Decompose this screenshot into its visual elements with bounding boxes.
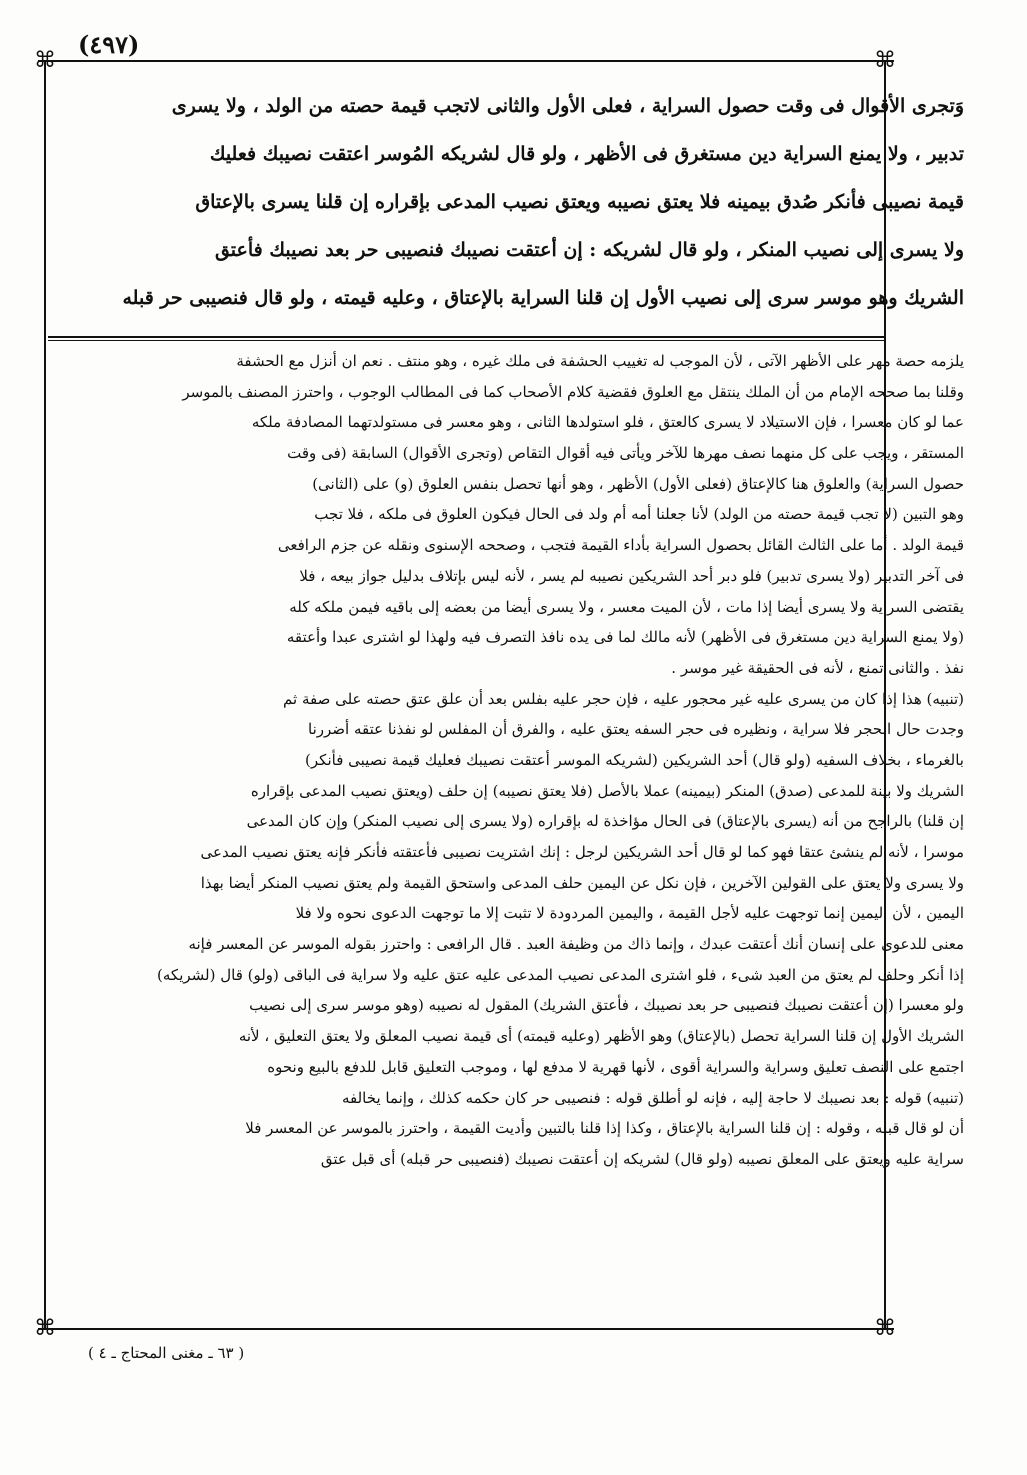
left-frame-rule bbox=[44, 62, 46, 1328]
matn-separator-rule-inner bbox=[48, 340, 884, 341]
sharh-line: يقتضى السراية ولا يسرى أيضا إذا مات ، لأن الميت معسر ، ولا يسرى أيضا من بعضه إلى باقيه فيمن ملكه كله bbox=[289, 597, 964, 616]
sharh-line: فى آخر التدبير (ولا يسرى تدبير) فلو دبر أحد الشريكين نصيبه لم يسر ، لأنه ليس بإتلاف بدليل جواز بيعه ، فلا bbox=[299, 566, 964, 585]
sharh-line: ولو معسرا (إن أعتقت نصيبك فنصيبى حر بعد نصيبك ، فأعتق الشريك) المقول له نصيبه (وهو موسر سرى إلى نصيب bbox=[249, 996, 964, 1015]
sharh-line: سراية عليه ويعتق على المعلق نصيبه (ولو قال) لشريكه إن أعتقت نصيبك (فنصيبى حر قبله) أى قبل عتق bbox=[320, 1149, 964, 1168]
top-right-ornament-icon: ⌘ bbox=[874, 48, 896, 73]
sharh-line: الشريك الأول إن قلنا السراية تحصل (بالإعتاق) وهو الأظهر (وعليه قيمته) أى قيمة نصيب المعلق ولا يعتق التعليق ، لأنه bbox=[238, 1027, 964, 1046]
sharh-line: (تنبيه) قوله : بعد نصيبك لا حاجة إليه ، فإنه لو أطلق قوله : فنصيبى حر كان حكمه كذلك ، وإنما يخالفه bbox=[341, 1088, 964, 1107]
matn-line: ولا يسرى إلى نصيب المنكر ، ولو قال لشريكه : إن أعتقت نصيبك فنصيبى حر بعد نصيبك فأعتق bbox=[214, 239, 964, 261]
sharh-line: موسرا ، لأنه لم ينشئ عتقا فهو كما لو قال أحد الشريكين لرجل : إنك اشتريت نصيبى فأعتقته فأنكر فإنه يعتق نصيب المدعى bbox=[200, 843, 964, 861]
sharh-line: عما لو كان معسرا ، فإن الاستيلاد لا يسرى كالعتق ، فلو استولدها الثانى ، وهو معسر فى مستولدتهما المصادفة ملكه bbox=[251, 413, 964, 432]
page-number: (٤٩٧) bbox=[78, 30, 140, 59]
sharh-line: نفذ . والثانى تمنع ، لأنه فى الحقيقة غير موسر . bbox=[671, 658, 964, 677]
sharh-line: إن قلنا) بالراجح من أنه (يسرى بالإعتاق) فى الحال مؤاخذة له بإقراره (ولا يسرى إلى نصيب المنكر) وإن كان المدعى bbox=[246, 812, 964, 831]
sharh-line: إذا أنكر وحلف لم يعتق من العبد شىء ، فلو اشترى المدعى نصيب المدعى عليه عتق عليه ولا سراية فى الباقى (ولو) قال (لشريكه) bbox=[157, 965, 964, 984]
matn-line: الشريك وهو موسر سرى إلى نصيب الأول إن قلنا السراية بالإعتاق ، وعليه قيمته ، ولو قال فنصيبى حر قبله bbox=[122, 287, 964, 309]
sharh-line: وقلنا بما صححه الإمام من أن الملك ينتقل مع العلوق فقضية كلام الأصحاب كما فى المطالب الوجوب ، واحترز المصنف بالموسر bbox=[182, 382, 964, 401]
matn-separator-rule bbox=[48, 336, 884, 338]
sharh-block bbox=[64, 346, 964, 1175]
sharh-line: (تنبيه) هذا إذا كان من يسرى عليه غير محجور عليه ، فإن حجر عليه بفلس بعد أن علق عتق حصته على صفة ثم bbox=[283, 689, 964, 708]
top-frame-rule bbox=[38, 60, 894, 62]
sharh-line: قيمة الولد . أما على الثالث القائل بحصول السراية بأداء القيمة فتجب ، وصححه الإسنوى ونقله عن جزم الرافعى bbox=[277, 536, 964, 555]
top-left-ornament-icon: ⌘ bbox=[34, 48, 56, 73]
sharh-line: وجدت حال الحجر فلا سراية ، ونظيره فى حجر السفه يعتق عليه ، والفرق أن المفلس لو نفذنا عتقه أضررنا bbox=[308, 720, 964, 739]
matn-line: تدبير ، ولا يمنع السراية دين مستغرق فى الأظهر ، ولو قال لشريكه المُوسر اعتقت نصيبك فعليك bbox=[209, 143, 964, 165]
sharh-line: يلزمه حصة مهر على الأظهر الآتى ، لأن الموجب له تغييب الحشفة فى ملك غيره ، وهو منتف . نعم ان أنزل مع الحشفة bbox=[236, 352, 964, 370]
matn-line: وَتجرى الأقوال فى وقت حصول السراية ، فعلى الأول والثانى لاتجب قيمة حصته من الولد ، ولا يسرى bbox=[171, 95, 964, 117]
sharh-line: أن لو قال قبله ، وقوله : إن قلنا السراية بالإعتاق ، وكذا إذا قلنا بالتبين وأديت القيمة ، واحترز بالموسر عن المعسر فلا bbox=[245, 1119, 964, 1138]
bottom-frame-rule bbox=[38, 1328, 894, 1330]
matn-line: قيمة نصيبى فأنكر صُدق بيمينه فلا يعتق نصيبه ويعتق نصيب المدعى بإقراره إن قلنا يسرى بالإعتاق bbox=[195, 191, 964, 213]
sharh-line: وهو التبين (لا تجب قيمة حصته من الولد) لأنا جعلنا أمه أم ولد فى الحال فيكون العلوق فى ملكه ، فلا تجب bbox=[314, 505, 964, 524]
sharh-line: اجتمع على النصف تعليق وسراية والسراية أقوى ، لأنها قهرية لا مدفع لها ، وموجب التعليق قابل للدفع بالبيع ونحوه bbox=[267, 1057, 964, 1076]
sharh-line: (ولا يمنع السراية دين مستغرق فى الأظهر) لأنه مالك لما فى يده نافذ التصرف فيه ولهذا لو اشترى عبدا وأعتقه bbox=[286, 628, 964, 647]
bottom-left-ornament-icon: ⌘ bbox=[34, 1316, 56, 1341]
sharh-line: المستقر ، ويجب على كل منهما نصف مهرها للآخر ويأتى فيه أقوال التقاص (وتجرى الأقوال) السابقة (فى وقت bbox=[287, 444, 964, 463]
sharh-line: اليمين ، لأن اليمين إنما توجهت عليه لأجل القيمة ، واليمين المردودة لا تثبت إلا ما توجهت الدعوى نحوه ولا فلا bbox=[295, 904, 964, 923]
matn-block bbox=[64, 82, 964, 322]
sharh-line: حصول السراية) والعلوق هنا كالإعتاق (فعلى الأول) الأظهر ، وهو أنها تحصل بنفس العلوق (و) على (الثانى) bbox=[312, 474, 964, 493]
sharh-line: ولا يسرى ولا يعتق على القولين الآخرين ، فإن نكل عن اليمين حلف المدعى واستحق القيمة ولم يعتق نصيب المنكر أيضا بهذا bbox=[200, 873, 964, 892]
sharh-line: معنى للدعوى على إنسان أنك أعتقت عبدك ، وإنما ذاك من وظيفة العبد . قال الرافعى : واحترز بقوله الموسر عن المعسر فإنه bbox=[188, 935, 964, 954]
sharh-line: بالغرماء ، بخلاف السفيه (ولو قال) أحد الشريكين (لشريكه الموسر أعتقت نصيبك فعليك قيمة نصيبى فأنكر) bbox=[305, 750, 964, 769]
sharh-line: الشريك ولا بينة للمدعى (صدق) المنكر (بيمينه) عملا بالأصل (فلا يعتق نصيبه) إن حلف (ويعتق نصيب المدعى بإقراره bbox=[250, 781, 964, 800]
footer-signature: ( ٦٣ ـ مغنى المحتاج ـ ٤ ) bbox=[88, 1344, 245, 1362]
bottom-right-ornament-icon: ⌘ bbox=[874, 1316, 896, 1341]
